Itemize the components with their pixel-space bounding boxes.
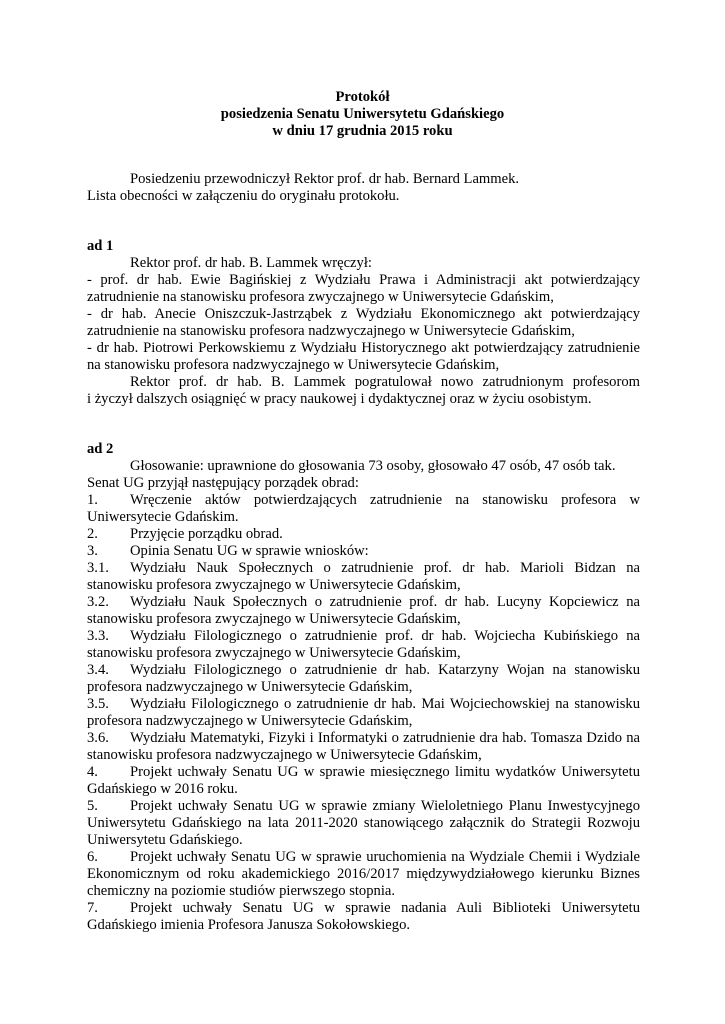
item-number: 5. <box>87 798 98 814</box>
intro-chair: Posiedzeniu przewodniczył Rektor prof. dr hab. Bernard Lammek. <box>130 171 520 187</box>
list-item-cont: Uniwersytecie Gdańskim. <box>87 509 239 525</box>
list-item-cont: Uniwersytetu Gdańskiego. <box>87 832 243 848</box>
item-number: 1. <box>87 492 98 508</box>
list-item-cont: stanowisku profesora zwyczajnego w Uniwersytecie Gdańskim, <box>87 577 461 593</box>
item-number: 3.4. <box>87 662 109 678</box>
list-item-cont: chemiczny na poziomie studiów pierwszego stopnia. <box>87 883 396 899</box>
list-item: 3.6. Wydziału Matematyki, Fizyki i Informatyki o zatrudnienie dra hab. Tomasza Dzido na <box>87 730 640 746</box>
document-date: w dniu 17 grudnia 2015 roku <box>272 123 453 139</box>
item-number: 3.3. <box>87 628 109 644</box>
intro-attendance: Lista obecności w załączeniu do oryginału protokołu. <box>87 188 400 204</box>
list-item-cont: stanowisku profesora zwyczajnego w Uniwersytecie Gdańskim, <box>87 611 461 627</box>
list-item: 2. Przyjęcie porządku obrad. <box>87 526 283 542</box>
ad1-line: Rektor prof. dr hab. B. Lammek pogratulował nowo zatrudnionym profesorom <box>130 374 640 390</box>
list-item: 3.3. Wydziału Filologicznego o zatrudnienie prof. dr hab. Wojciecha Kubińskiego na <box>87 628 640 644</box>
list-item-cont: Ekonomicznym od roku akademickiego 2016/2017 międzywydziałowego kierunku Biznes <box>87 866 640 882</box>
ad1-line: na stanowisku profesora nadzwyczajnego w Uniwersytecie Gdańskim, <box>87 357 500 373</box>
ad1-line: - prof. dr hab. Ewie Bagińskiej z Wydziału Prawa i Administracji akt potwierdzający <box>87 272 640 288</box>
list-item: 7. Projekt uchwały Senatu UG w sprawie nadania Auli Biblioteki Uniwersytetu <box>87 900 640 916</box>
item-number: 3.6. <box>87 730 109 746</box>
list-item: 3. Opinia Senatu UG w sprawie wniosków: <box>87 543 369 559</box>
list-item-cont: Gdańskiego imienia Profesora Janusza Sokołowskiego. <box>87 917 411 933</box>
list-item: 3.4. Wydziału Filologicznego o zatrudnienie dr hab. Katarzyny Wojan na stanowisku <box>87 662 640 678</box>
ad1-line: i życzył dalszych osiągnięć w pracy naukowej i dydaktycznej oraz w życiu osobistym. <box>87 391 592 407</box>
section-heading-ad1: ad 1 <box>87 238 114 254</box>
list-item: 3.2. Wydziału Nauk Społecznych o zatrudnienie prof. dr hab. Lucyny Kopciewicz na <box>87 594 640 610</box>
list-item: 4. Projekt uchwały Senatu UG w sprawie miesięcznego limitu wydatków Uniwersytetu <box>87 764 640 780</box>
list-item: 5. Projekt uchwały Senatu UG w sprawie zmiany Wieloletniego Planu Inwestycyjnego <box>87 798 640 814</box>
list-item-cont: stanowisku profesora nadzwyczajnego w Uniwersytecie Gdańskim, <box>87 747 482 763</box>
ad2-vote: Głosowanie: uprawnione do głosowania 73 osoby, głosowało 47 osób, 47 osób tak. <box>130 458 616 474</box>
item-number: 3.2. <box>87 594 109 610</box>
section-heading-ad2: ad 2 <box>87 441 114 457</box>
item-number: 3.5. <box>87 696 109 712</box>
list-item-cont: stanowisku profesora zwyczajnego w Uniwersytecie Gdańskim, <box>87 645 461 661</box>
list-item-cont: Uniwersytetu Gdańskiego na lata 2011-2020 stanowiącego załącznik do Strategii Rozwoju <box>87 815 640 831</box>
document-subtitle: posiedzenia Senatu Uniwersytetu Gdańskiego <box>220 106 505 122</box>
list-item-cont: Gdańskiego w 2016 roku. <box>87 781 238 797</box>
list-item-cont: profesora nadzwyczajnego w Uniwersytecie Gdańskim, <box>87 713 413 729</box>
item-number: 6. <box>87 849 98 865</box>
list-item-cont: profesora nadzwyczajnego w Uniwersytecie Gdańskim, <box>87 679 413 695</box>
document-title: Protokół <box>335 89 390 105</box>
ad1-line: Rektor prof. dr hab. B. Lammek wręczył: <box>130 255 372 271</box>
ad1-line: - dr hab. Anecie Oniszczuk-Jastrząbek z Wydziału Ekonomicznego akt potwierdzający <box>87 306 640 322</box>
item-number: 4. <box>87 764 98 780</box>
item-number: 3. <box>87 543 98 559</box>
item-number: 7. <box>87 900 98 916</box>
ad2-agenda-intro: Senat UG przyjął następujący porządek obrad: <box>87 475 359 491</box>
item-number: 3.1. <box>87 560 109 576</box>
ad1-line: zatrudnienie na stanowisku profesora nadzwyczajnego w Uniwersytecie Gdańskim, <box>87 323 575 339</box>
list-item: 1. Wręczenie aktów potwierdzających zatrudnienie na stanowisku profesora w <box>87 492 640 508</box>
list-item: 3.5. Wydziału Filologicznego o zatrudnienie dr hab. Mai Wojciechowskiej na stanowisku <box>87 696 640 712</box>
ad1-line: - dr hab. Piotrowi Perkowskiemu z Wydziału Historycznego akt potwierdzający zatrudnienie <box>87 340 640 356</box>
item-number: 2. <box>87 526 98 542</box>
list-item: 3.1. Wydziału Nauk Społecznych o zatrudnienie prof. dr hab. Marioli Bidzan na <box>87 560 640 576</box>
list-item: 6. Projekt uchwały Senatu UG w sprawie uruchomienia na Wydziale Chemii i Wydziale <box>87 849 640 865</box>
ad1-line: zatrudnienie na stanowisku profesora zwyczajnego w Uniwersytecie Gdańskim, <box>87 289 554 305</box>
